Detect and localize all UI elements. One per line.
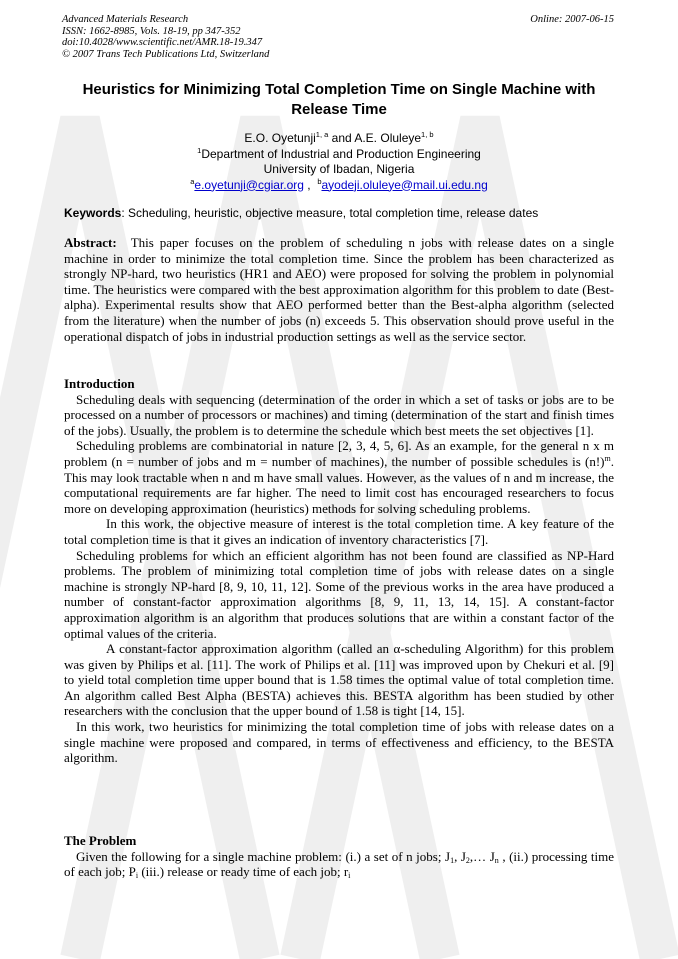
email-a-marker: a — [190, 176, 195, 186]
email-b-marker: b — [317, 176, 322, 186]
subscript-i-p: i — [135, 871, 139, 881]
introduction-section — [64, 376, 614, 766]
author-block — [40, 131, 638, 193]
subscript-2: 2 — [465, 855, 470, 865]
abstract-label: Abstract: — [64, 235, 117, 250]
online-date: Online: 2007-06-15 — [530, 14, 614, 25]
paper-title — [40, 80, 638, 120]
intro-p2-text-b: . This may look tractable when n and m have small values. However, as the values of n and m increase, the computational requirements are far higher. The need to limit cost has encouraged researchers to focus more on developing approximation (heuristics) methods for solving scheduling problems. — [64, 453, 614, 516]
email-separator: , — [303, 177, 318, 192]
problem-section — [64, 833, 614, 880]
problem-text-5: (iii.) release or ready time of each job; r — [138, 864, 349, 880]
doi-line: doi:10.4028/www.scientific.net/AMR.18-19.347 — [62, 37, 263, 48]
intro-paragraph-6: In this work, two heuristics for minimizing the total completion time of jobs with release dates on a single machine were proposed and compared, in terms of effectiveness and efficiency, to the BESTA algorithm. — [64, 719, 614, 766]
author-1: E.O. Oyetunji — [244, 131, 316, 145]
journal-header — [62, 14, 269, 60]
intro-paragraph-1: Scheduling deals with sequencing (determination of the order in which a set of tasks or jobs are to be processed on a number of processors or machines) and timing (determination of the start and finish times of the jobs). Usually, the problem is to determine the schedule which best meets the set objectives [1]. — [64, 391, 614, 438]
author-conjunction: and — [328, 131, 355, 145]
journal-name: Advanced Materials Research — [62, 14, 189, 25]
email-link-b[interactable]: ayodeji.oluleye@mail.ui.edu.ng — [321, 177, 488, 192]
author-2: A.E. Oluleye — [354, 131, 422, 145]
title-line-1: Heuristics for Minimizing Total Completion Time on Single Machine with — [82, 81, 596, 98]
department-name: Department of Industrial and Production Engineering — [201, 146, 481, 161]
intro-p2-text-a: Scheduling problems are combinatorial in nature [2, 3, 4, 5, 6]. As an example, for the general n x m problem (n = number of jobs and m = number of machines), the number of possible schedules is (n!) — [64, 438, 614, 469]
copyright-line: © 2007 Trans Tech Publications Ltd, Switzerland — [62, 48, 270, 60]
university: University of Ibadan, Nigeria — [263, 162, 415, 176]
email-line — [40, 178, 638, 194]
abstract — [64, 235, 614, 344]
author-1-affil: 1, a — [315, 130, 329, 139]
department — [40, 147, 638, 163]
keywords-label: Keywords — [64, 206, 122, 220]
email-link-a[interactable]: e.oyetunji@cgiar.org — [194, 177, 304, 192]
affil-marker: 1 — [197, 145, 202, 155]
problem-paragraph — [64, 849, 614, 880]
abstract-text: This paper focuses on the problem of scheduling n jobs with release dates on a single machine in order to minimize the total completion time. Since the problem has been characterized as strongly NP-hard, two heuristics (HR1 and AEO) were proposed for solving the problem in polynomial time. The heuristics were compared with the best approximation algorithm for this problem to date (Best-alpha). Experimental results show that AEO performed better than the Best-alpha algorithm (selected from the literature) when the number of jobs (n) exceeds 5. This observation should prove useful in the operational dispatch of jobs in industrial production settings as well as the service sector. — [64, 235, 614, 344]
keywords-text: : Scheduling, heuristic, objective measure, total completion time, release dates — [121, 206, 539, 220]
author-line — [40, 131, 638, 147]
problem-text-1: Given the following for a single machine problem: (i.) a set of n jobs; J — [76, 848, 451, 864]
problem-text-2: , J — [454, 848, 466, 864]
subscript-1: 1 — [450, 855, 455, 865]
intro-paragraph-4: Scheduling problems for which an efficient algorithm has not been found are classified as NP-Hard problems. The problem of minimizing total completion time of jobs with release dates on a single machine is strongly NP-hard [8, 9, 10, 11, 12]. Some of the previous works in the area have produced a number of constant-factor approximation algorithms [8, 9, 11, 13, 14, 15]. A constant-factor approximation algorithm is an algorithm that produces solutions that are within a constant factor of the optimal values of the criteria. — [64, 547, 614, 641]
keywords — [64, 206, 624, 220]
subscript-n: n — [494, 855, 499, 865]
problem-text-4: , (ii.) processing time of each job; P — [64, 848, 615, 880]
intro-p2-superscript: m — [604, 453, 611, 463]
problem-text-3: ,… J — [469, 848, 495, 864]
subscript-i-r: i — [348, 871, 351, 881]
intro-paragraph-2 — [64, 438, 614, 516]
intro-paragraph-5: A constant-factor approximation algorithm (called an α-scheduling Algorithm) for this problem was given by Philips et al. [11]. The work of Philips et al. [11] was improved upon by Chekuri et al. [9] to yield total completion time upper bound that is 1.58 times the optimal value of total completion time. An algorithm called Best Alpha (BESTA) achieves this. BESTA algorithm has been studied by other researchers with the conclusion that the upper bound of 1.58 is tight [14, 15]. — [64, 641, 614, 719]
introduction-heading: Introduction — [64, 376, 135, 391]
title-line-2: Release Time — [291, 101, 387, 118]
problem-heading: The Problem — [64, 833, 137, 848]
intro-paragraph-3: In this work, the objective measure of interest is the total completion time. A key feature of the total completion time is that it gives an indication of inventory characteristics [7]. — [64, 516, 614, 547]
author-2-affil: 1, b — [421, 130, 434, 139]
issn-line: ISSN: 1662-8985, Vols. 18-19, pp 347-352 — [62, 25, 241, 37]
